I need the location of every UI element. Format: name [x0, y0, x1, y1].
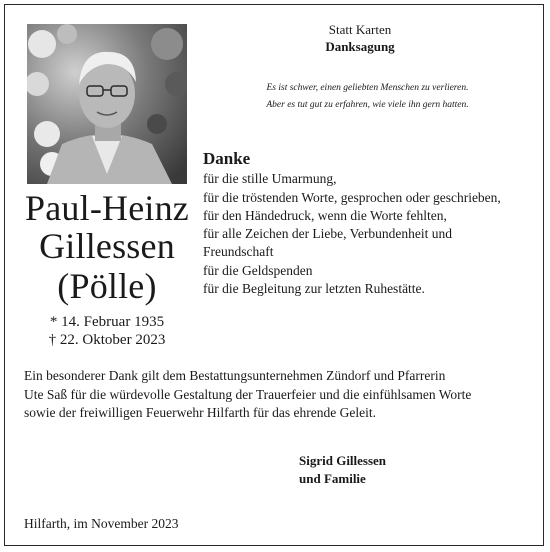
portrait-photo — [27, 24, 187, 184]
death-date: † 22. Oktober 2023 — [48, 332, 166, 348]
deceased-name-first: Paul-Heinz — [25, 188, 189, 228]
danke-line: für die stille Umarmung, — [203, 171, 337, 186]
danksagung-heading: Danksagung — [325, 39, 395, 54]
quote-line-2: Aber es tut gut zu erfahren, wie viele ihn gern hatten. — [266, 100, 469, 110]
danke-heading: Danke — [203, 149, 251, 168]
danke-line: für die tröstenden Worte, gesprochen oder geschrieben, — [203, 190, 501, 205]
place-date: Hilfarth, im November 2023 — [24, 516, 179, 531]
birth-date: * 14. Februar 1935 — [49, 314, 165, 330]
special-thanks-line: Ein besonderer Dank gilt dem Bestattungsunternehmen Zündorf und Pfarrerin — [24, 368, 446, 383]
signature-name: Sigrid Gillessen — [299, 453, 387, 468]
danke-line: für alle Zeichen der Liebe, Verbundenheit und — [203, 226, 453, 241]
danke-line: für die Begleitung zur letzten Ruhestätte. — [203, 281, 425, 296]
quote-line-1: Es ist schwer, einen geliebten Menschen zu verlieren. — [266, 83, 469, 93]
deceased-nickname: (Pölle) — [57, 266, 157, 306]
special-thanks-line: sowie der freiwilligen Feuerwehr Hilfarth für das ehrende Geleit. — [24, 405, 376, 420]
danke-line: für den Händedruck, wenn die Worte fehlten, — [203, 208, 447, 223]
danke-line: Freundschaft — [203, 244, 274, 259]
special-thanks-line: Ute Saß für die würdevolle Gestaltung der Trauerfeier und die einfühlsamen Worte — [24, 387, 472, 402]
danke-line: für die Geldspenden — [203, 263, 313, 278]
statt-karten-label: Statt Karten — [328, 22, 392, 37]
signature-family: und Familie — [299, 471, 366, 486]
deceased-name-last: Gillessen — [39, 226, 175, 266]
